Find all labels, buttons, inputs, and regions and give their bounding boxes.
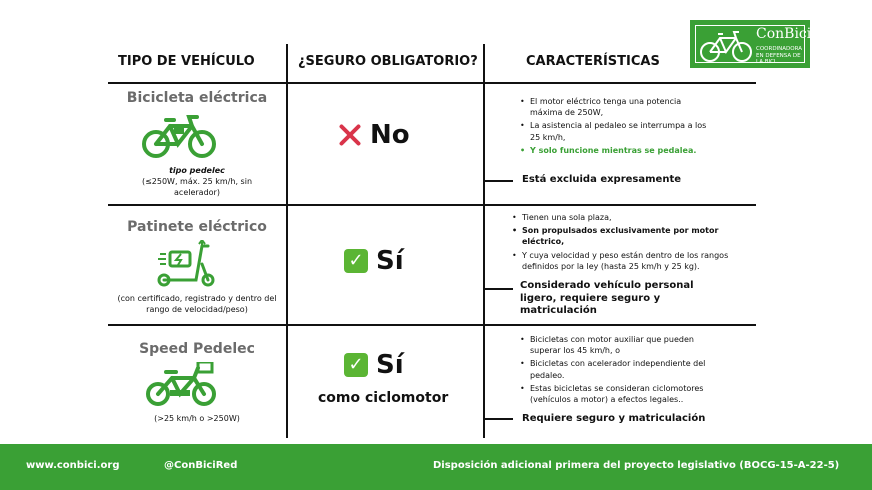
list-item: • Son propulsados exclusivamente por motor eléctrico, [512, 225, 752, 247]
conbici-logo [690, 20, 810, 68]
logo-name: ConBici [756, 26, 812, 42]
electric-bicycle-icon [142, 112, 216, 160]
speed-pedelec-icon [146, 362, 218, 408]
row3-vehicle-caption: (>25 km/h o >250W) [154, 414, 240, 423]
list-item: • Tienen una sola plaza, [512, 212, 752, 223]
row2-vehicle-title: Patinete eléctrico [127, 219, 267, 235]
row1-vehicle-title: Bicicleta eléctrica [126, 90, 268, 106]
column-divider-1 [286, 44, 288, 438]
row3-conclusion-tick [483, 418, 513, 420]
header-vehicle-type: TIPO DE VEHÍCULO [118, 54, 255, 69]
cross-mark-icon [338, 123, 362, 147]
row1-vehicle-caption [118, 166, 276, 198]
row3-vehicle-title: Speed Pedelec [139, 341, 255, 357]
row1-caption-text: (≤250W, máx. 25 km/h, sin acelerador) [141, 176, 253, 197]
logo-subtitle: COORDINADORA EN DEFENSA DE LA BICI [756, 46, 802, 66]
row2-conclusion: Considerado vehículo personal ligero, requiere seguro y matriculación [520, 280, 694, 316]
row3-characteristics-list [520, 334, 720, 407]
row-divider-2 [108, 324, 756, 326]
row2-vehicle-caption: (con certificado, registrado y dentro del rango de velocidad/peso) [117, 294, 277, 314]
list-item: • Bicicletas con acelerador independiente del pedaleo. [520, 358, 720, 380]
row1-answer-text: No [370, 120, 410, 150]
check-mark-icon: ✓ [344, 249, 368, 273]
footer-bar [0, 444, 872, 490]
row1-conclusion-tick [483, 180, 513, 182]
header-divider [108, 82, 756, 84]
list-item: • Y cuya velocidad y peso están dentro de los rangos definidos por la ley (hasta 25 km/h y 25 kg). [512, 250, 752, 272]
row1-caption-italic: tipo pedelec [169, 166, 225, 175]
row1-conclusion: Está excluida expresamente [522, 174, 682, 185]
check-mark-icon: ✓ [344, 353, 368, 377]
row3-answer-text: Sí [376, 350, 404, 380]
list-item: • La asistencia al pedaleo se interrumpa a los 25 km/h, [520, 120, 710, 142]
row-divider-1 [108, 204, 756, 206]
row3-conclusion: Requiere seguro y matriculación [522, 413, 706, 424]
row2-conclusion-tick [483, 288, 513, 290]
footer-website-link[interactable]: www.conbici.org [26, 460, 120, 471]
row2-answer-text: Sí [376, 246, 404, 276]
list-item: • Y solo funcione mientras se pedalea. [520, 145, 710, 156]
row2-answer [344, 246, 404, 276]
bicycle-logo-icon [698, 28, 754, 64]
row3-answer-subtext: como ciclomotor [318, 390, 449, 406]
list-item: • Estas bicicletas se consideran ciclomotores (vehículos a motor) a efectos legales.. [520, 383, 720, 405]
row1-characteristics-list [520, 96, 710, 158]
header-characteristics: CARACTERÍSTICAS [526, 54, 660, 69]
row2-characteristics-list [512, 212, 752, 274]
electric-scooter-icon [156, 240, 216, 288]
footer-social-handle[interactable]: @ConBiciRed [164, 460, 238, 471]
list-item: • El motor eléctrico tenga una potencia máxima de 250W, [520, 96, 710, 118]
column-divider-2 [483, 44, 485, 438]
footer-source: Disposición adicional primera del proyecto legislativo (BOCG-15-A-22-5) [433, 460, 840, 471]
header-insurance: ¿SEGURO OBLIGATORIO? [298, 54, 478, 69]
list-item: • Bicicletas con motor auxiliar que pueden superar los 45 km/h, o [520, 334, 720, 356]
row1-answer [338, 120, 410, 150]
row3-answer [344, 350, 404, 380]
